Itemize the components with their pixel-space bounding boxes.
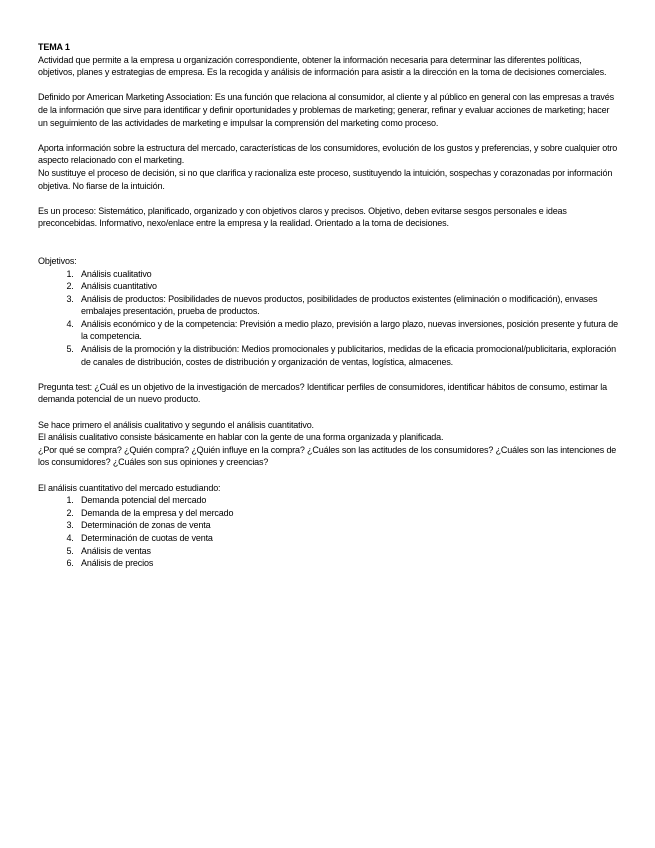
order-line-2: El análisis cualitativo consiste básicamente en hablar con la gente de una forma organizada y planificada. bbox=[38, 432, 444, 443]
list-item: 1. Demanda potencial del mercado bbox=[76, 494, 618, 507]
list-item: 6. Análisis de precios bbox=[76, 557, 618, 570]
list-item: 4. Determinación de cuotas de venta bbox=[76, 532, 618, 545]
list-item: 5. Análisis de ventas bbox=[76, 545, 618, 558]
objectives-heading: Objetivos: bbox=[38, 255, 77, 266]
objectives-list bbox=[38, 268, 618, 369]
document-page bbox=[38, 41, 618, 570]
document-title: TEMA 1 bbox=[38, 42, 70, 52]
quantitative-heading: El análisis cuantitativo del mercado estudiando: bbox=[38, 482, 221, 493]
quantitative-list bbox=[38, 494, 618, 570]
list-item: 3. Determinación de zonas de venta bbox=[76, 519, 618, 532]
list-item: 2. Demanda de la empresa y del mercado bbox=[76, 507, 618, 520]
test-question-paragraph: Pregunta test: ¿Cuál es un objetivo de la investigación de mercados? Identificar perfiles de consumidores, identificar hábitos de consumo, estimar la demanda potencial de un nuevo producto. bbox=[38, 381, 607, 405]
intro-paragraph: Actividad que permite a la empresa u organización correspondiente, obtener la información necesaria para determinar las diferentes políticas, objetivos, planes y estrategias de empresa. Es la recogida y análisis de información para asistir a la dirección en la toma de decisiones comerciales. bbox=[38, 54, 607, 78]
list-item: 2. Análisis cuantitativo bbox=[76, 280, 618, 293]
order-line-1: Se hace primero el análisis cualitativo y segundo el análisis cuantitativo. bbox=[38, 419, 314, 430]
list-item: 1. Análisis cualitativo bbox=[76, 268, 618, 281]
list-item: 3. Análisis de productos: Posibilidades de nuevos productos, posibilidades de productos existentes (eliminación o modificación), envases embalajes presentación, prueba de productos. bbox=[76, 293, 618, 318]
process-paragraph: Es un proceso: Sistemático, planificado, organizado y con objetivos claros y precisos. Objetivo, deben evitarse sesgos personales e ideas preconcebidas. Informativo, nexo/enlace entre la empresa y la realidad. Orientado a la toma de decisiones. bbox=[38, 205, 567, 229]
info-paragraph-2: No sustituye el proceso de decisión, si no que clarifica y racionaliza este proceso, sustituyendo la intuición, sospechas y corazonadas por información objetiva. No fiarse de la intuición. bbox=[38, 167, 613, 191]
list-item: 5. Análisis de la promoción y la distribución: Medios promocionales y publicitarios, medidas de la eficacia promocional/publicitaria, exploración de canales de distribución, costes de distribución y organización de ventas, logística, almacenes. bbox=[76, 343, 618, 368]
definition-paragraph: Definido por American Marketing Association: Es una función que relaciona al consumidor, al cliente y al público en general con las empresas a través de la información que sirve para identificar y definir oportunidades y problemas de marketing; generar, refinar y evaluar acciones de marketing; hacer un seguimiento de las actividades de marketing e impulsar la comprensión del marketing como proceso. bbox=[38, 92, 614, 128]
order-line-3: ¿Por qué se compra? ¿Quién compra? ¿Quién influye en la compra? ¿Cuáles son las actitudes de los consumidores? ¿Cuáles son las intenciones de los consumidores? ¿Cuáles son sus opiniones y creencias? bbox=[38, 444, 617, 468]
list-item: 4. Análisis económico y de la competencia: Previsión a medio plazo, previsión a largo plazo, nuevas inversiones, posición presente y futura de la competencia. bbox=[76, 318, 618, 343]
info-paragraph-1: Aporta información sobre la estructura del mercado, características de los consumidores, evolución de los gustos y preferencias, y sobre cualquier otro aspecto relacionado con el marketing. bbox=[38, 142, 618, 166]
